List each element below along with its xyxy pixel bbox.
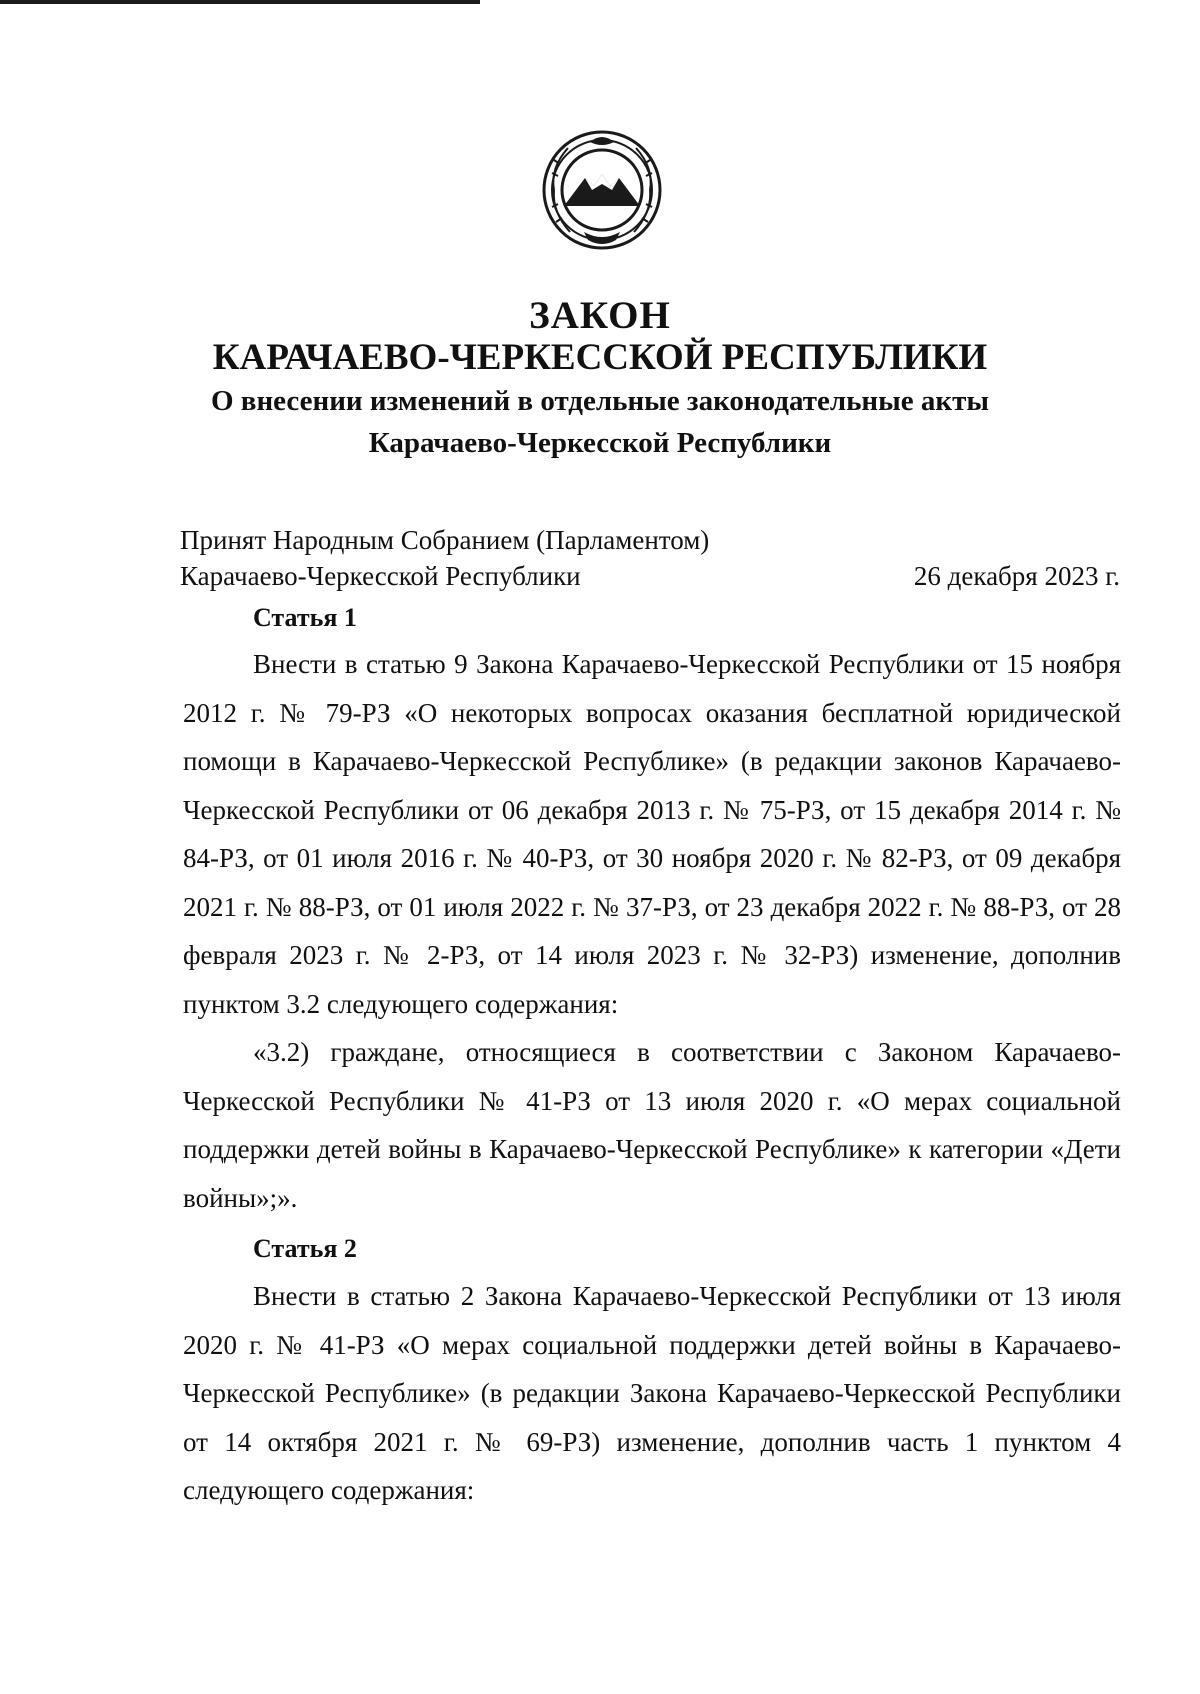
republic-title: КАРАЧАЕВО-ЧЕРКЕССКОЙ РЕСПУБЛИКИ bbox=[212, 337, 988, 378]
article-1-paragraph-1: Внести в статью 9 Закона Карачаево-Черкесской Республики от 15 ноября 2012 г. № 79-РЗ «О некоторых вопросах оказания бесплатной юридической помощи в Карачаево-Черкесской Республике» (в редакции законов Карачаево-Черкесской Республики от 06 декабря 2013 г. № 75-РЗ, от 15 декабря 2014 г. № 84-РЗ, от 01 июля 2016 г. № 40-РЗ, от 30 ноября 2020 г. № 82-РЗ, от 09 декабря 2021 г. № 88-РЗ, от 01 июля 2022 г. № 37-РЗ, от 23 декабря 2022 г. № 88-РЗ, от 28 февраля 2023 г. № 2-РЗ, от 14 июля 2023 г. № 32-РЗ) изменение, дополнив пунктом 3.2 следующего содержания: bbox=[183, 649, 1121, 1019]
adoption-block bbox=[180, 522, 1120, 594]
coat-of-arms-emblem bbox=[540, 128, 664, 252]
law-subject-line-2: Карачаево-Черкесской Республики bbox=[368, 427, 832, 459]
article-1-heading: Статья 1 bbox=[253, 603, 357, 632]
article-2-heading: Статья 2 bbox=[253, 1234, 357, 1263]
law-subject-line-1: О внесении изменений в отдельные законодательные акты bbox=[211, 385, 989, 417]
document-type-title: ЗАКОН bbox=[529, 294, 671, 337]
adoption-line-2: Карачаево-Черкесской Республики bbox=[180, 561, 581, 591]
article-1-paragraph-2: «3.2) граждане, относящиеся в соответствии с Законом Карачаево-Черкесской Республики № 41-РЗ от 13 июля 2020 г. «О мерах социальной поддержки детей войны в Карачаево-Черкесской Республике» к категории «Дети войны»;». bbox=[183, 1037, 1121, 1213]
adoption-line-2-row bbox=[180, 558, 1120, 594]
article-1-body bbox=[183, 640, 1121, 1222]
adoption-date: 26 декабря 2023 г. bbox=[913, 561, 1120, 591]
adoption-line-1: Принят Народным Собранием (Парламентом) bbox=[180, 525, 710, 555]
article-2-body bbox=[183, 1272, 1121, 1515]
scan-edge-line bbox=[0, 0, 480, 4]
article-2-paragraph-1: Внести в статью 2 Закона Карачаево-Черкесской Республики от 13 июля 2020 г. № 41-РЗ «О мерах социальной поддержки детей войны в Карачаево-Черкесской Республике» (в редакции Закона Карачаево-Черкесской Республики от 14 октября 2021 г. № 69-РЗ) изменение, дополнив часть 1 пунктом 4 следующего содержания: bbox=[183, 1281, 1121, 1505]
